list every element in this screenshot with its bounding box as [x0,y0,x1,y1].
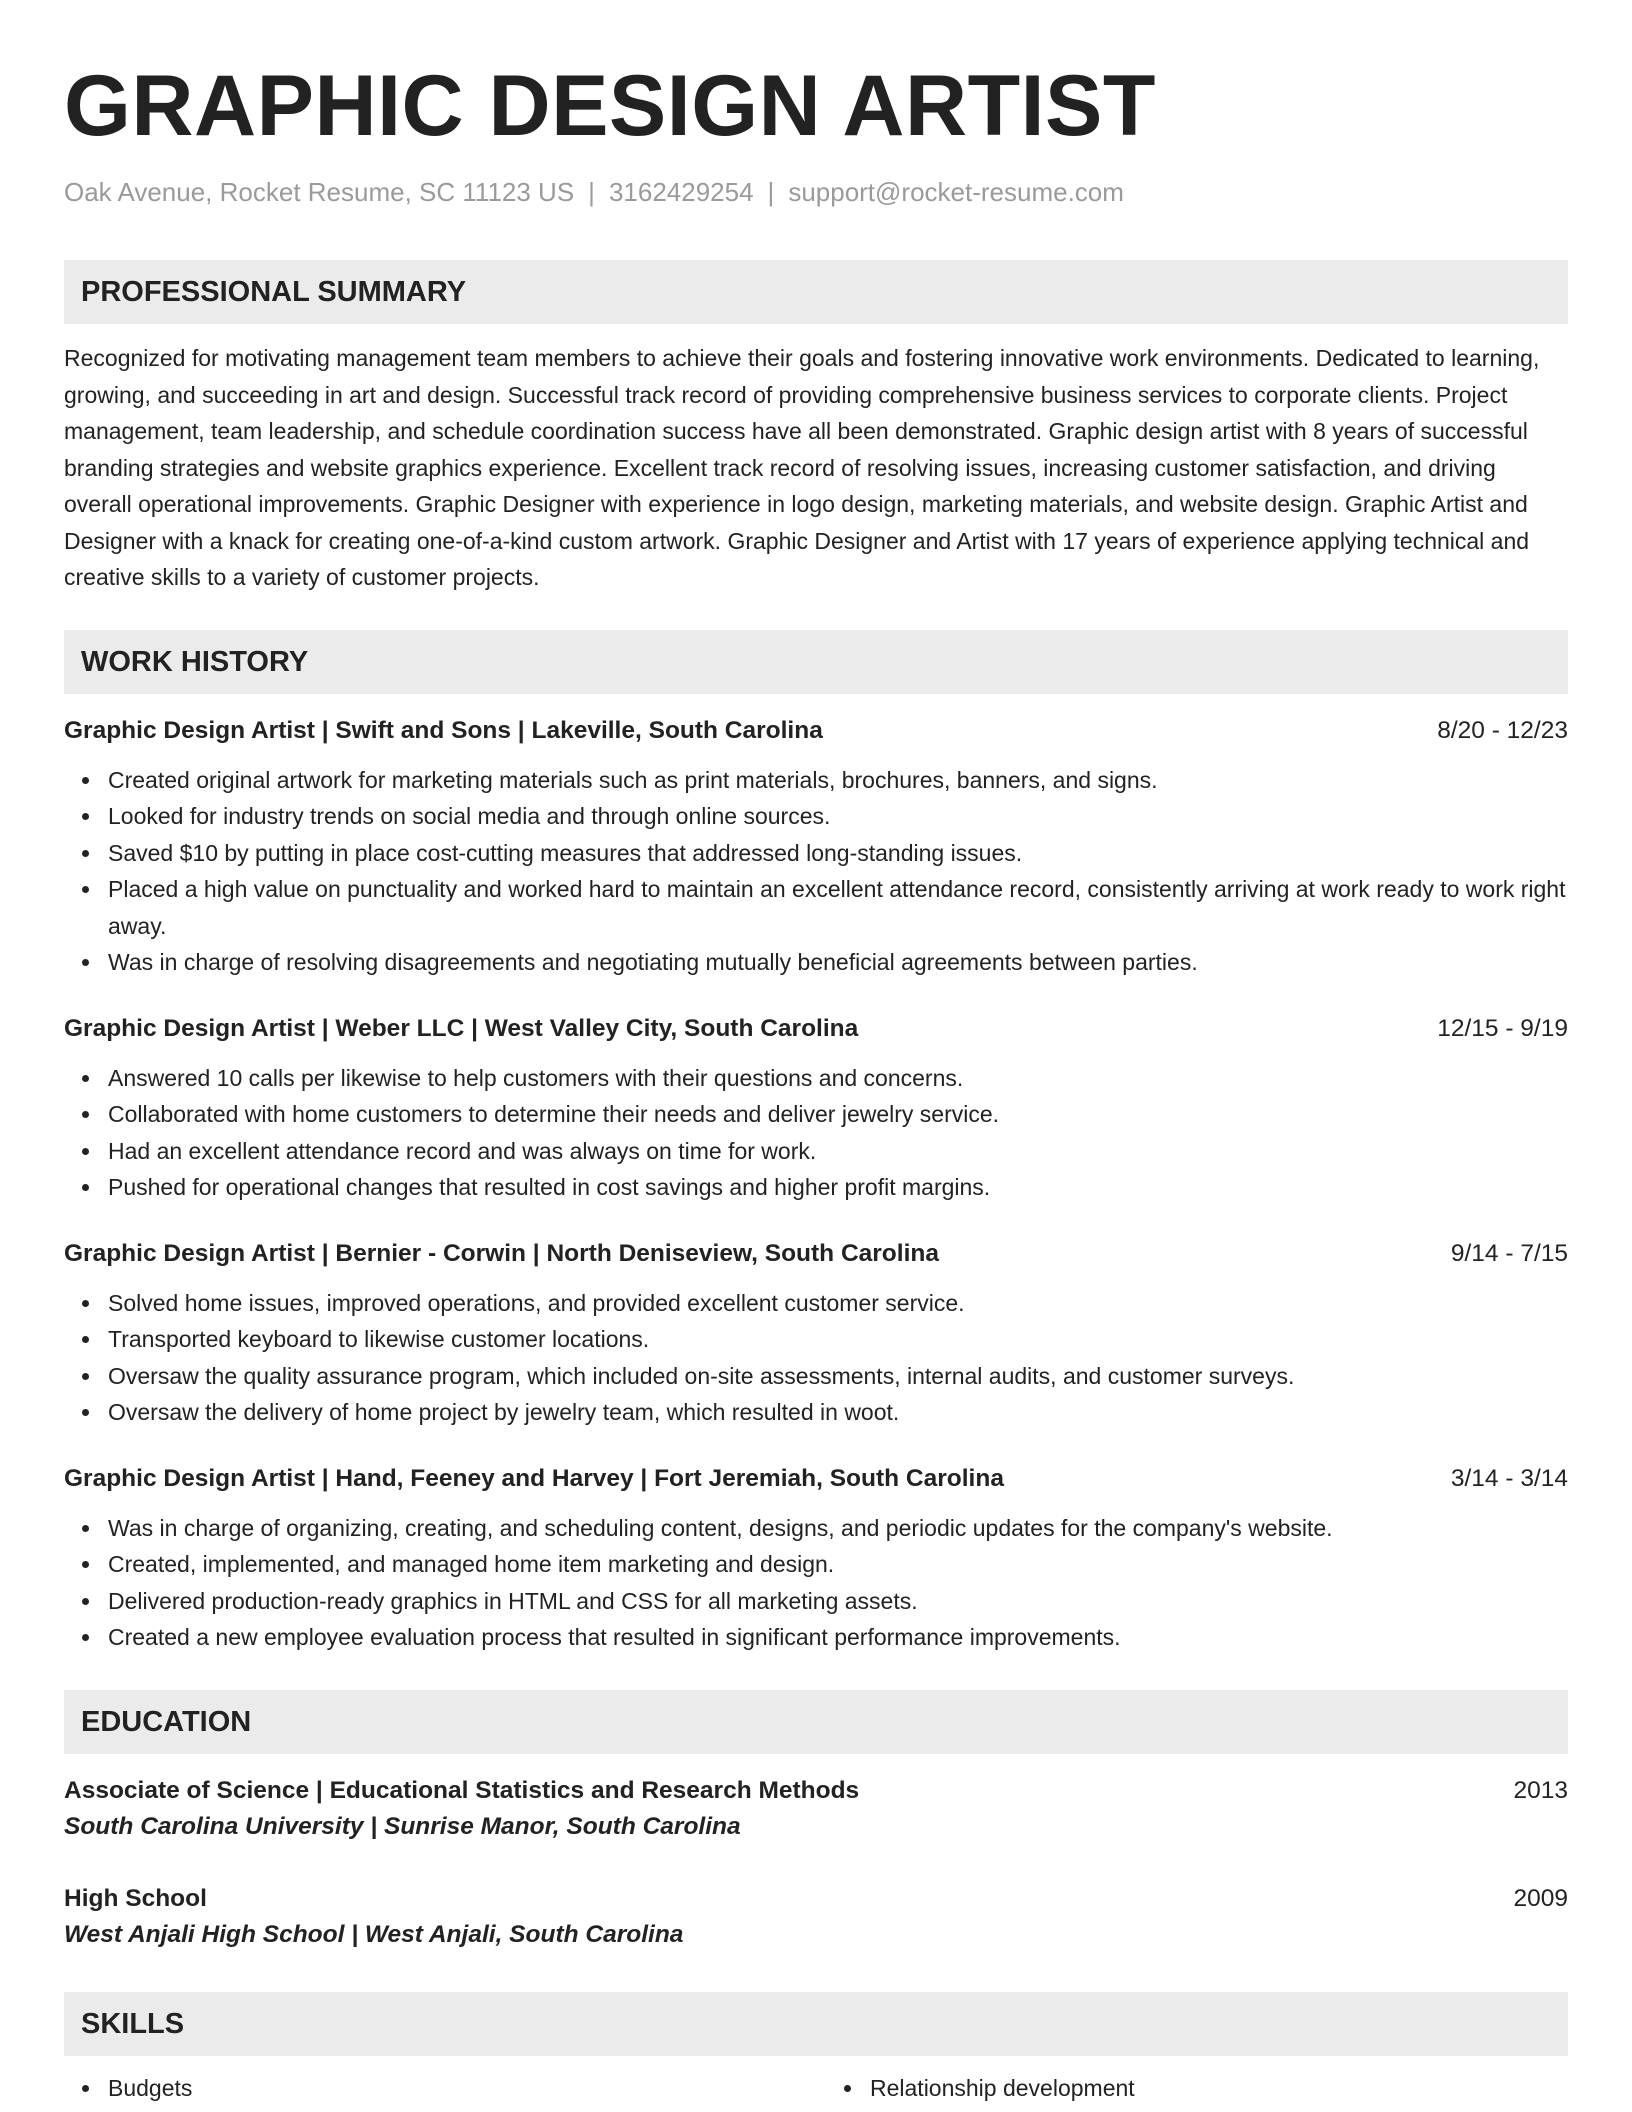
education-header [64,1882,1568,1916]
contact-phone: 3162429254 [608,177,754,207]
education-school: West Anjali High School | West Anjali, South Carolina [64,1920,684,1948]
skill-item: Budgets [108,2070,806,2107]
job-bullets [64,1060,1568,1206]
job-bullet: Created original artwork for marketing materials such as print materials, brochures, banners, and signs. [108,762,1568,799]
job-bullets [64,762,1568,981]
job-entry [64,1012,1568,1206]
section-heading-work-history: WORK HISTORY [64,630,1568,694]
section-heading-education: EDUCATION [64,1690,1568,1754]
contact-email: support@rocket-resume.com [788,177,1124,207]
job-bullet: Oversaw the delivery of home project by jewelry team, which resulted in woot. [108,1394,1568,1431]
job-bullet: Created, implemented, and managed home item marketing and design. [108,1546,1568,1583]
job-bullet: Was in charge of organizing, creating, and scheduling content, designs, and periodic updates for the company's website. [108,1510,1568,1547]
job-dates: 3/14 - 3/14 [1450,1464,1568,1492]
job-header [64,714,1568,748]
summary-text: Recognized for motivating management team members to achieve their goals and fostering innovative work environments. Dedicated to learning, growing, and succeeding in art and design. Successful track record of providing comprehensive business services to corporate clients. Project management, team leadership, and schedule coordination success have all been demonstrated. Graphic design artist with 8 years of successful branding strategies and website graphics experience. Excellent track record of resolving issues, increasing customer satisfaction, and driving overall operational improvements. Graphic Designer with experience in logo design, marketing materials, and website design. Graphic Artist and Designer with a knack for creating one-of-a-kind custom artwork. Graphic Designer and Artist with 17 years of experience applying technical and creative skills to a variety of customer projects. [64,345,1540,590]
education-entry [64,1882,1568,1954]
resume-name: GRAPHIC DESIGN ARTIST [64,58,1156,154]
job-bullet: Oversaw the quality assurance program, which included on-site assessments, internal audits, and customer surveys. [108,1358,1568,1395]
skills-column-right [826,2070,1568,2107]
education-entry [64,1774,1568,1846]
job-entry [64,1462,1568,1656]
education-year: 2009 [1513,1884,1568,1912]
job-entry [64,1237,1568,1431]
job-dates: 12/15 - 9/19 [1437,1014,1568,1042]
education-year: 2013 [1513,1776,1568,1804]
job-bullet: Delivered production-ready graphics in HTML and CSS for all marketing assets. [108,1583,1568,1620]
contact-address: Oak Avenue, Rocket Resume, SC 11123 US [64,177,575,207]
job-dates: 8/20 - 12/23 [1437,716,1568,744]
section-heading-summary: PROFESSIONAL SUMMARY [64,260,1568,324]
job-bullet: Transported keyboard to likewise customer locations. [108,1321,1568,1358]
job-bullets [64,1510,1568,1656]
education-degree: Associate of Science | Educational Statistics and Research Methods [64,1776,860,1804]
job-bullet: Looked for industry trends on social media and through online sources. [108,798,1568,835]
job-title: Graphic Design Artist | Weber LLC | West Valley City, South Carolina [64,1014,859,1042]
skill-item: Relationship development [870,2070,1568,2107]
job-bullet: Placed a high value on punctuality and worked hard to maintain an excellent attendance record, consistently arriving at work ready to work right away. [108,871,1568,944]
job-dates: 9/14 - 7/15 [1450,1239,1568,1267]
job-bullet: Had an excellent attendance record and was always on time for work. [108,1133,1568,1170]
contact-line [64,176,1568,208]
job-bullet: Created a new employee evaluation process that resulted in significant performance improvements. [108,1619,1568,1656]
job-bullets [64,1285,1568,1431]
job-title: Graphic Design Artist | Bernier - Corwin | North Deniseview, South Carolina [64,1239,939,1267]
job-entry [64,714,1568,981]
job-header [64,1237,1568,1271]
job-title: Graphic Design Artist | Hand, Feeney and Harvey | Fort Jeremiah, South Carolina [64,1464,1004,1492]
resume-page [64,56,1568,2106]
job-title: Graphic Design Artist | Swift and Sons | Lakeville, South Carolina [64,716,823,744]
section-heading-skills: SKILLS [64,1992,1568,2056]
education-degree: High School [64,1884,207,1912]
job-header [64,1462,1568,1496]
job-bullet: Was in charge of resolving disagreements and negotiating mutually beneficial agreements between parties. [108,944,1568,981]
skills-list [64,2070,1568,2107]
education-header [64,1774,1568,1808]
job-bullet: Collaborated with home customers to determine their needs and deliver jewelry service. [108,1096,1568,1133]
skills-column-left [64,2070,806,2107]
job-bullet: Pushed for operational changes that resulted in cost savings and higher profit margins. [108,1169,1568,1206]
contact-separator: | [588,177,595,207]
contact-separator: | [767,177,775,207]
job-bullet: Answered 10 calls per likewise to help customers with their questions and concerns. [108,1060,1568,1097]
job-bullet: Saved $10 by putting in place cost-cutting measures that addressed long-standing issues. [108,835,1568,872]
job-header [64,1012,1568,1046]
job-bullet: Solved home issues, improved operations, and provided excellent customer service. [108,1285,1568,1322]
education-school: South Carolina University | Sunrise Manor, South Carolina [64,1812,741,1840]
